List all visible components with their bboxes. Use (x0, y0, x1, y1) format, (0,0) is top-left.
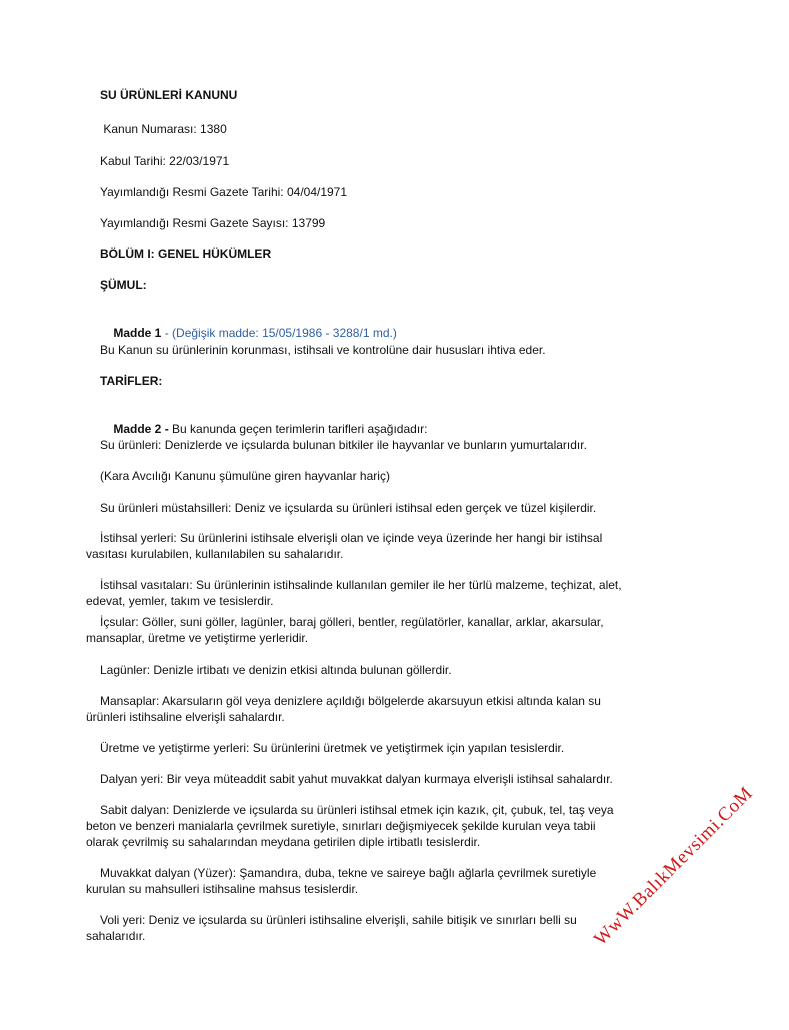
law-title: SU ÜRÜNLERİ KANUNU (100, 88, 238, 102)
definition-istihsal-vasitalari: İstihsal vasıtaları: Su ürünlerinin istihsalinde kullanılan gemiler ile her türlü malzeme, teçhizat, alet, (100, 578, 622, 592)
article-2-label: Madde 2 - (113, 422, 169, 436)
definitions-heading: TARİFLER: (100, 374, 163, 388)
article-1-text: Bu Kanun su ürünlerinin korunması, istihsali ve kontrolüne dair hususları ihtiva eder. (100, 343, 546, 357)
definition-muvakkat-dalyan-cont: kurulan su mahsulleri istihsaline mahsus tesislerdir. (86, 882, 359, 896)
gazette-date: Yayımlandığı Resmi Gazete Tarihi: 04/04/1971 (100, 185, 348, 199)
definition-voli-yeri-cont: sahalarıdır. (86, 929, 146, 943)
definition-kara-avciligi: (Kara Avcılığı Kanunu şümulüne giren hayvanlar hariç) (100, 469, 390, 483)
article-1-amendment-note: (Değişik madde: 15/05/1986 - 3288/1 md.) (172, 326, 397, 340)
definition-voli-yeri: Voli yeri: Deniz ve içsularda su ürünleri istihsaline elverişli, sahile bitişik ve sınırları belli su (100, 913, 577, 927)
website-watermark: WwW.BalıkMevsimi.CoM (590, 782, 757, 950)
definition-mansaplar-cont: ürünleri istihsaline elverişli sahalardır. (86, 710, 285, 724)
definition-istihsal-vasitalari-cont: edevat, yemler, takım ve tesislerdir. (86, 594, 274, 608)
definition-lagunler: Lagünler: Denizle irtibatı ve denizin etkisi altında bulunan göllerdir. (100, 663, 452, 677)
definition-sabit-dalyan-cont-1: beton ve benzeri manialarla çevrilmek suretiyle, sınırları değişmiyecek şekilde kurulan veya tabii (86, 819, 596, 833)
definition-istihsal-yerleri: İstihsal yerleri: Su ürünlerini istihsale elverişli olan ve içinde veya üzerinde her hangi bir istihsal (100, 531, 603, 545)
definition-istihsal-yerleri-cont: vasıtası kurulabilen, kullanılabilen su sahalarıdır. (86, 547, 344, 561)
article-1-label: Madde 1 (113, 326, 162, 340)
definition-mansaplar: Mansaplar: Akarsuların göl veya denizlere açıldığı bölgelerde akarsuyun etkisi altında kalan su (100, 694, 601, 708)
scope-heading: ŞÜMUL: (100, 278, 147, 292)
definition-uretme: Üretme ve yetiştirme yerleri: Su ürünlerini üretmek ve yetiştirmek için yapılan tesislerdir. (100, 741, 565, 755)
definition-icsular-cont: mansaplar, üretme ve yetiştirme yerleridir. (86, 631, 309, 645)
article-1-dash: - (161, 326, 173, 340)
section-heading: BÖLÜM I: GENEL HÜKÜMLER (100, 247, 272, 261)
definition-dalyan-yeri: Dalyan yeri: Bir veya müteaddit sabit yahut muvakkat dalyan kurmaya elverişli istihsal sahalardır. (100, 772, 613, 786)
acceptance-date: Kabul Tarihi: 22/03/1971 (100, 154, 230, 168)
definition-sabit-dalyan: Sabit dalyan: Denizlerde ve içsularda su ürünleri istihsal etmek için kazık, çit, çubuk, tel, taş veya (100, 803, 614, 817)
article-2-intro: Bu kanunda geçen terimlerin tarifleri aşağıdadır: (168, 422, 428, 436)
law-number: Kanun Numarası: 1380 (100, 122, 227, 136)
definition-su-urunleri: Su ürünleri: Denizlerde ve içsularda bulunan bitkiler ile hayvanlar ve bunların yumurtalarıdır. (100, 438, 587, 452)
definition-icsular: İçsular: Göller, suni göller, lagünler, baraj gölleri, bentler, regülatörler, kanallar, arklar, akarsular, (100, 615, 604, 629)
definition-mustahsiller: Su ürünleri müstahsilleri: Deniz ve içsularda su ürünleri istihsal eden gerçek ve tüzel kişilerdir. (100, 501, 597, 515)
gazette-number: Yayımlandığı Resmi Gazete Sayısı: 13799 (100, 216, 326, 230)
definition-sabit-dalyan-cont-2: olarak çevrilmiş su sahalarından meydana getirilen diple irtibatlı tesislerdir. (86, 835, 481, 849)
definition-muvakkat-dalyan: Muvakkat dalyan (Yüzer): Şamandıra, duba, tekne ve saireye bağlı ağlarla çevrilmek suretiyle (100, 866, 597, 880)
